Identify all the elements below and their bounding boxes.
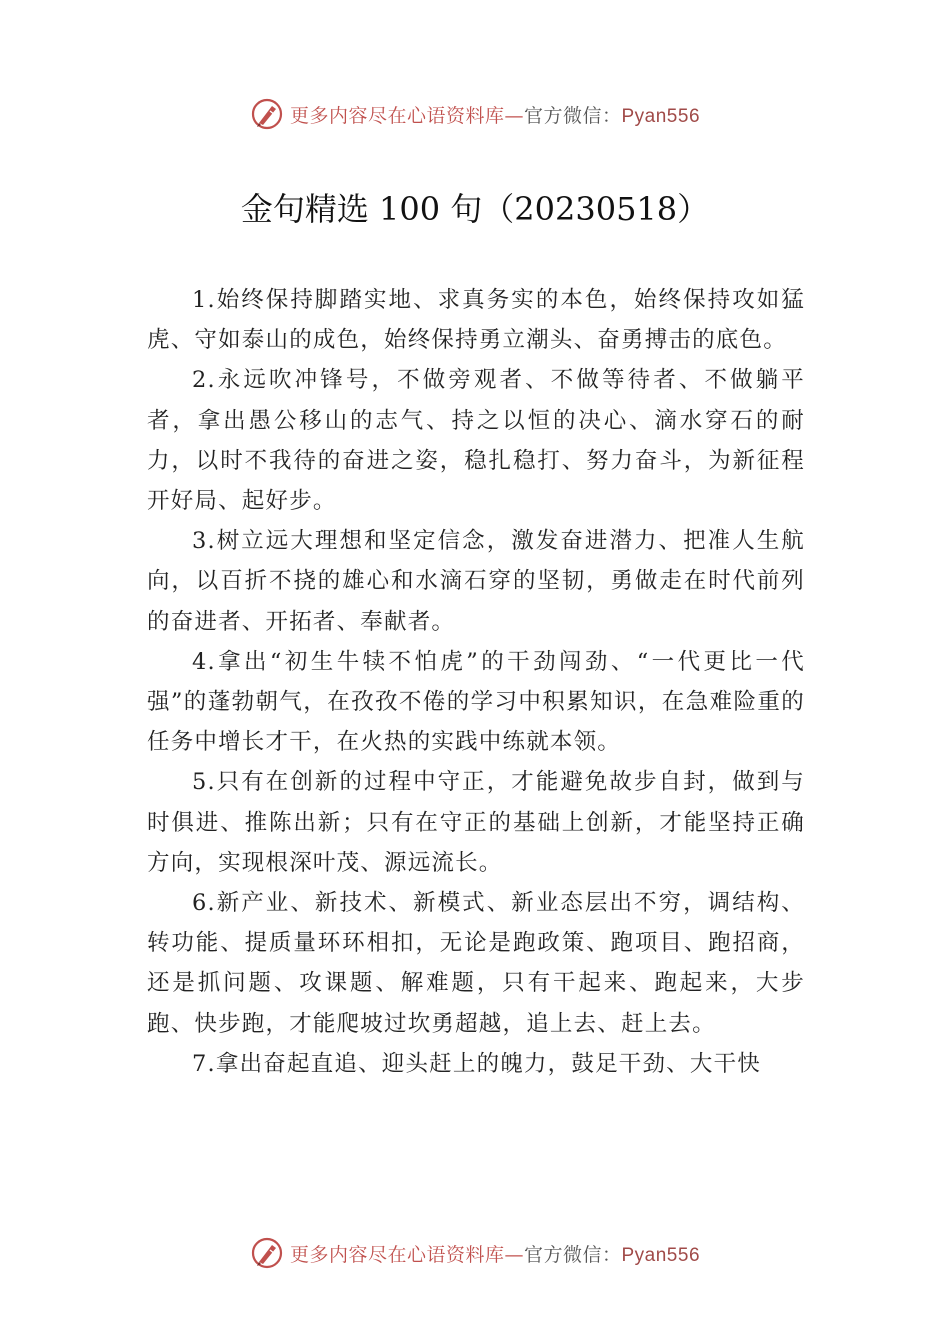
banner-wechat-id: Pyan556: [621, 105, 701, 127]
paragraph-4: 4.拿出“初生牛犊不怕虎”的干劲闯劲、“一代更比一代强”的蓬勃朝气，在孜孜不倦的学习中积累知识，在急难险重的任务中增长才干，在火热的实践中练就本领。: [147, 648, 805, 756]
paragraph-3: 3.树立远大理想和坚定信念，激发奋进潜力、把准人生航向，以百折不挠的雄心和水滴石穿的坚韧，勇做走在时代前列的奋进者、开拓者、奉献者。: [147, 528, 805, 635]
pen-logo-icon: [250, 97, 284, 131]
banner-text-cn: 更多内容尽在心语资料库—: [289, 1243, 524, 1266]
footer-banner: [0, 1233, 950, 1273]
pen-logo-icon: [250, 1236, 284, 1270]
page-title: 金句精选 100 句（20230518）: [240, 190, 710, 228]
paragraph-2: 2.永远吹冲锋号，不做旁观者、不做等待者、不做躺平者，拿出愚公移山的志气、持之以恒的决心、滴水穿石的耐力，以时不我待的奋进之姿，稳扎稳打、努力奋斗，为新征程开好局、起好步。: [147, 367, 805, 515]
document-body: [147, 280, 805, 1084]
paragraph-6: 6.新产业、新技术、新模式、新业态层出不穷，调结构、转功能、提质量环环相扣，无论是跑政策、跑项目、跑招商，还是抓问题、攻课题、解难题，只有干起来、跑起来，大步跑、快步跑，才能爬坡过坎勇超越，追上去、赶上去。: [147, 890, 805, 1037]
paragraph-7: 7.拿出奋起直追、迎头赶上的魄力，鼓足干劲、大干快: [192, 1050, 761, 1077]
banner-wechat-label: 官方微信：: [523, 1243, 622, 1266]
banner-wechat-id: Pyan556: [621, 1244, 701, 1266]
banner-wechat-label: 官方微信：: [523, 104, 622, 127]
paragraph-1: 1.始终保持脚踏实地、求真务实的本色，始终保持攻如猛虎、守如泰山的成色，始终保持勇立潮头、奋勇搏击的底色。: [147, 287, 805, 354]
banner-text-cn: 更多内容尽在心语资料库—: [289, 104, 524, 127]
banner-text: [290, 101, 700, 128]
header-banner: [0, 94, 950, 134]
banner-text: [290, 1240, 700, 1267]
paragraph-5: 5.只有在创新的过程中守正，才能避免故步自封，做到与时俱进、推陈出新；只有在守正的基础上创新，才能坚持正确方向，实现根深叶茂、源远流长。: [147, 769, 805, 876]
